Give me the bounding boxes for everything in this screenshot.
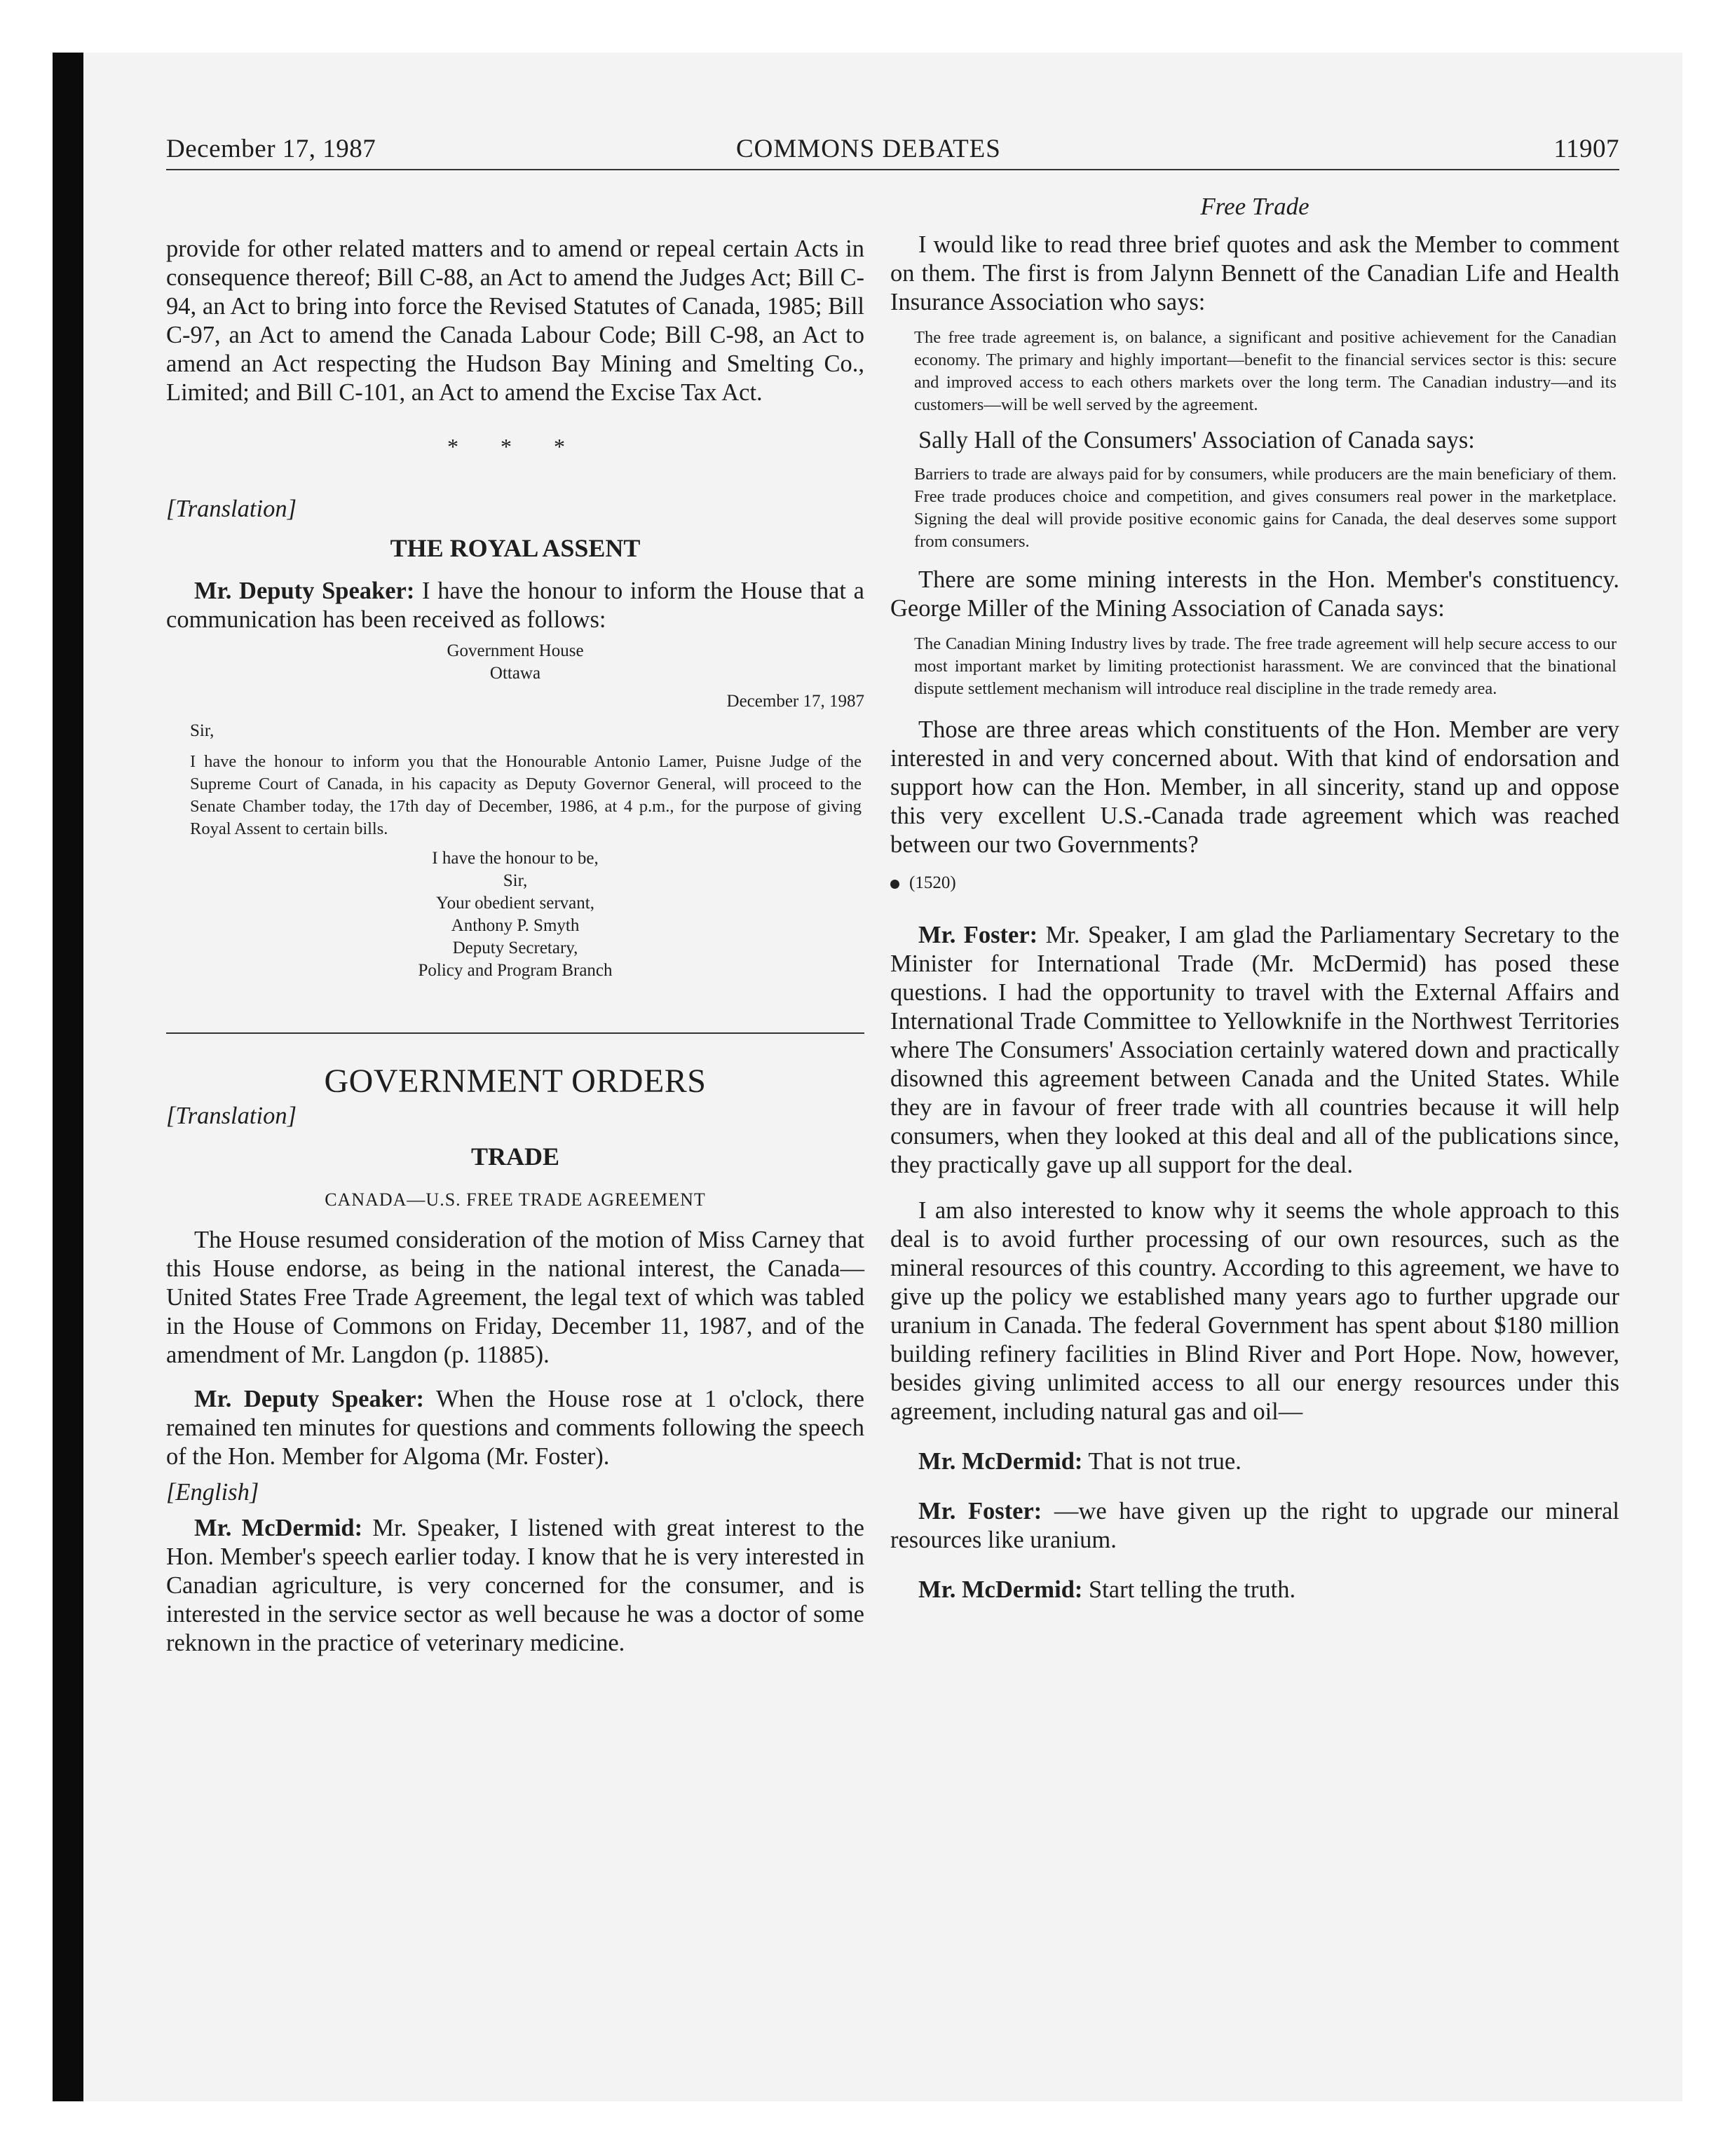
bullet-icon: [890, 880, 899, 889]
speaker-name: Mr. McDermid:: [918, 1576, 1083, 1603]
speaker-name: Mr. Deputy Speaker:: [194, 1386, 425, 1412]
english-tag: [English]: [166, 1479, 259, 1506]
paragraph-quotes-intro: I would like to read three brief quotes and ask the Member to comment on them. The first is from Jalynn Bennett of the Canadian Life and Health Insurance Association who says:: [890, 231, 1619, 315]
scanned-page: [53, 53, 1682, 2101]
speaker-name: Mr. Foster:: [918, 922, 1038, 948]
paragraph-three-areas: Those are three areas which constituents of the Hon. Member are very interested in and very concerned about. With that kind of endorsation and support how can the Hon. Member, in all sincerity, stand up and oppose this very excellent U.S.-Canada trade agreement which was reached between our two Governments?: [890, 716, 1619, 858]
header-page-number: 11907: [1553, 135, 1619, 163]
government-orders-heading: GOVERNMENT ORDERS: [324, 1063, 707, 1100]
signatory-role: Policy and Program Branch: [418, 961, 613, 980]
foster-statement: [890, 921, 1619, 1180]
header-rule: [166, 169, 1619, 170]
paragraph-mining: There are some mining interests in the Hon. Member's constituency. George Miller of the Mining Association of Canada says:: [890, 566, 1619, 622]
quote: Barriers to trade are always paid for by consumers, while producers are the main beneficiary of them. Free trade produces choice and competition, and gives consumers real power in the marketplace. Signing the deal will provide positive economic gains for Canada, the deal deserves some support from consumers.: [914, 465, 1617, 551]
section-rule: [166, 1032, 864, 1034]
closing-line: Your obedient servant,: [436, 894, 594, 913]
speech-text: That is not true.: [1082, 1448, 1241, 1475]
speech-text: Mr. Speaker, I am glad the Parliamentary Secretary to the Minister for International Trade (Mr. McDermid) has posed these questions. I had the opportunity to travel with the External Affairs and International Trade Committee to Yellowknife in the Northwest Territories where The Consumers' Association certainly watered down and practically disowned this agreement between Canada and the United States. While they are in favour of freer trade with all countries because it will help consumers, when they looked at this deal and all of the publications since, they practically gave up all support for the deal.: [890, 922, 1619, 1178]
header-date: December 17, 1987: [166, 135, 376, 163]
speech-text: When the House rose at 1 o'clock, there remained ten minutes for questions and comments following the speech of the Hon. Member for Algoma (Mr. Foster).: [166, 1386, 864, 1470]
quote: The Canadian Mining Industry lives by trade. The free trade agreement will help secure access to our most important market by limiting protectionist harassment. We are convinced that the binational dispute settlement mechanism will introduce real discipline in the trade remedy area.: [914, 634, 1617, 698]
binding-edge: [53, 53, 83, 2101]
speaker-name: Mr. Foster:: [918, 1498, 1042, 1524]
letter-body: I have the honour to inform you that the Honourable Antonio Lamer, Puisne Judge of the Supreme Court of Canada, in his capacity as Deputy Governor General, will proceed to the Senate Chamber today, the 17th day of December, 1986, at 4 p.m., for the purpose of giving Royal Assent to certain bills.: [190, 752, 862, 838]
speech-text: —we have given up the right to upgrade our mineral resources like uranium.: [890, 1498, 1619, 1553]
time-marker-text: (1520): [909, 873, 956, 892]
speaker-name: Mr. McDermid:: [194, 1515, 363, 1541]
royal-assent-heading: THE ROYAL ASSENT: [390, 534, 641, 562]
left-column: [166, 193, 864, 1658]
letter-salutation: Sir,: [190, 721, 215, 740]
speaker-name: Mr. Deputy Speaker:: [194, 578, 415, 604]
header-title: COMMONS DEBATES: [736, 135, 1001, 163]
speech-text: I have the honour to inform the House that a communication has been received as follows:: [166, 578, 864, 633]
trade-heading: TRADE: [470, 1142, 560, 1171]
letter-address-line: Government House: [447, 641, 584, 660]
letter-address-line: Ottawa: [489, 664, 541, 683]
translation-tag: [Translation]: [166, 1103, 297, 1129]
paragraph-sally: Sally Hall of the Consumers' Association of Canada says:: [918, 427, 1475, 453]
paragraph-processing: I am also interested to know why it seems the whole approach to this deal is to avoid further processing of our own resources, such as the mineral resources of this country. According to this agreement, we have to give up the policy we established many years ago to further upgrade our uranium in Canada. The federal Government has spent about $180 million building refinery facilities in Blind River and Port Hope. Now, however, besides giving unlimited access to all our energy resources under this agreement, including natural gas and oil—: [890, 1197, 1619, 1425]
mcdermid-statement: [890, 1447, 1619, 1476]
foster-statement: [890, 1497, 1619, 1555]
speech-text: Start telling the truth.: [1082, 1576, 1296, 1603]
speaker-name: Mr. McDermid:: [918, 1448, 1083, 1475]
right-column: [890, 193, 1619, 1604]
quote: The free trade agreement is, on balance, a significant and positive achievement for the Canadian economy. The primary and highly important—benefit to the financial services sector is this: secure and improved access to each others markets over the long term. The Canadian industry—and its customers—will be well served by the agreement.: [914, 328, 1617, 414]
section-separator: * * *: [447, 434, 583, 459]
speech-text: Mr. Speaker, I listened with great interest to the Hon. Member's speech earlier today. I know that he is very interested in Canadian agriculture, is very concerned for the consumer, and is interested in the service sector as well because he was a doctor of some reknown in the practice of veterinary medicine.: [166, 1515, 864, 1656]
translation-tag: [Translation]: [166, 496, 297, 522]
deputy-speaker-statement: [166, 1385, 864, 1471]
signatory-role: Deputy Secretary,: [452, 939, 578, 957]
subheading: CANADA—U.S. FREE TRADE AGREEMENT: [325, 1189, 706, 1210]
letter: [166, 640, 864, 982]
closing-line: I have the honour to be,: [432, 849, 599, 868]
time-marker: [890, 872, 1619, 894]
running-head: Free Trade: [1200, 193, 1309, 220]
deputy-speaker-statement: [166, 577, 864, 634]
closing-line: Sir,: [503, 871, 528, 890]
signatory-name: Anthony P. Smyth: [451, 916, 580, 935]
paragraph-resumed: The House resumed consideration of the motion of Miss Carney that this House endorse, as being in the national interest, the Canada—United States Free Trade Agreement, the legal text of which was tabled in the House of Commons on Friday, December 11, 1987, and of the amendment of Mr. Langdon (p. 11885).: [166, 1227, 864, 1368]
letter-closing: [166, 847, 864, 982]
mcdermid-statement: [166, 1514, 864, 1658]
paragraph-bills: provide for other related matters and to amend or repeal certain Acts in consequence thereof; Bill C-88, an Act to amend the Judges Act; Bill C-94, an Act to bring into force the Revised Statutes of Canada, 1985; Bill C-97, an Act to amend the Canada Labour Code; Bill C-98, an Act to amend an Act respecting the Hudson Bay Mining and Smelting Co., Limited; and Bill C-101, an Act to amend the Excise Tax Act.: [166, 236, 864, 406]
letter-date: December 17, 1987: [726, 692, 864, 711]
mcdermid-statement: [890, 1576, 1619, 1604]
